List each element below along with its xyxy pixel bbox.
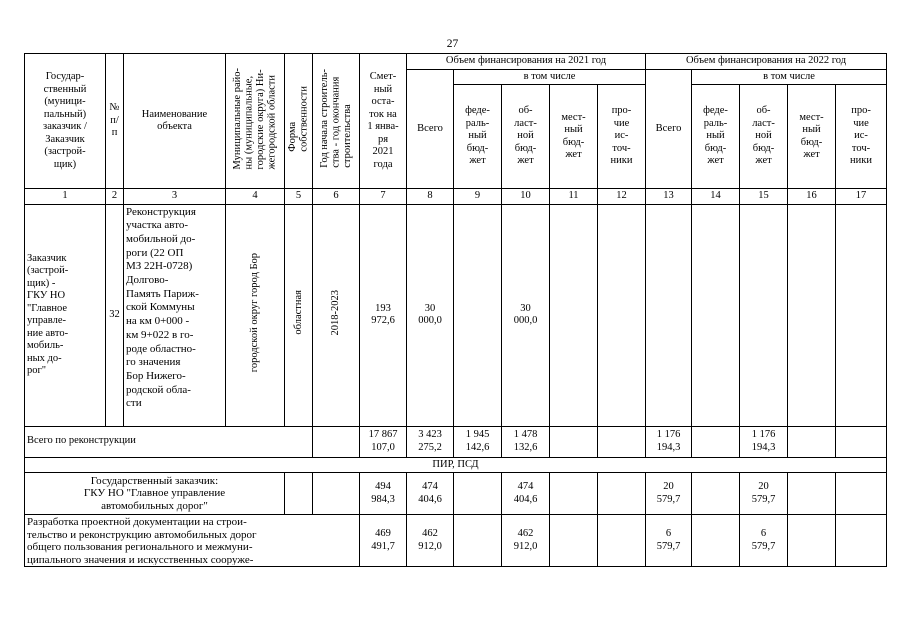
- design-docs-label: Разработка проектной документации на строи- тельство и реконструкцию автомобильных дорог общего пользования регионального и межмуни- ципального значения и искусственных сооруже-: [25, 515, 360, 567]
- gov-remaining: 494 984,3: [360, 473, 407, 515]
- total-regional2022: 1 176 194,3: [740, 426, 788, 457]
- total-local2022: [788, 426, 836, 457]
- row-other2021: [598, 204, 646, 426]
- row-other2022: [836, 204, 887, 426]
- hdr-total2022: Всего: [646, 69, 692, 189]
- design-other2021: [598, 515, 646, 567]
- hdr-fin2021: Объем финансирования на 2021 год: [407, 54, 646, 70]
- row-years: 2018-2023: [313, 204, 360, 426]
- row-local2021: [550, 204, 598, 426]
- total-years: [313, 426, 360, 457]
- row-regional2021: 30 000,0: [502, 204, 550, 426]
- col-number: 12: [598, 189, 646, 205]
- col-number: 4: [226, 189, 285, 205]
- total-federal2021: 1 945 142,6: [454, 426, 502, 457]
- col-number: 2: [106, 189, 124, 205]
- design-remaining: 469 491,7: [360, 515, 407, 567]
- col-number: 6: [313, 189, 360, 205]
- design-local2021: [550, 515, 598, 567]
- gov-regional2022: 20 579,7: [740, 473, 788, 515]
- gov-total2021: 474 404,6: [407, 473, 454, 515]
- table-row: [25, 204, 887, 426]
- total-row: [25, 426, 887, 457]
- total-local2021: [550, 426, 598, 457]
- column-numbers-row: [25, 189, 887, 205]
- design-local2022: [788, 515, 836, 567]
- row-total2021: 30 000,0: [407, 204, 454, 426]
- row-customer: Заказчик (застрой- щик) - ГКУ НО "Главное управле- ние авто- мобиль- ных до- рог": [25, 204, 106, 426]
- gov-local2022: [788, 473, 836, 515]
- row-object: Реконструкция участка авто- мобильной до- роги (22 ОП МЗ 22Н-0728) Долгово- Память Париж- ской Коммуны на км 0+000 - км 9+022 в го- роде областно- го значения Бор Нижего- родской обла- сти: [124, 204, 226, 426]
- col-number: 11: [550, 189, 598, 205]
- hdr-regional2021: об- ласт- ной бюд- жет: [502, 85, 550, 189]
- gov-other2021: [598, 473, 646, 515]
- col-number: 8: [407, 189, 454, 205]
- hdr-other2022: про- чие ис- точ- ники: [836, 85, 887, 189]
- total-remaining: 17 867 107,0: [360, 426, 407, 457]
- hdr-incl2021: в том числе: [454, 69, 646, 85]
- hdr-regional2022: об- ласт- ной бюд- жет: [740, 85, 788, 189]
- hdr-federal2022: феде- раль- ный бюд- жет: [692, 85, 740, 189]
- total-other2021: [598, 426, 646, 457]
- total-regional2021: 1 478 132,6: [502, 426, 550, 457]
- col-number: 3: [124, 189, 226, 205]
- gov-customer-label: Государственный заказчик: ГКУ НО "Главное управление автомобильных дорог": [25, 473, 285, 515]
- gov-ownership: [285, 473, 313, 515]
- row-remaining: 193 972,6: [360, 204, 407, 426]
- row-regional2022: [740, 204, 788, 426]
- total-federal2022: [692, 426, 740, 457]
- row-ownership: областная: [285, 204, 313, 426]
- gov-other2022: [836, 473, 887, 515]
- col-number: 7: [360, 189, 407, 205]
- design-docs-row: [25, 515, 887, 567]
- row-total2022: [646, 204, 692, 426]
- design-regional2021: 462 912,0: [502, 515, 550, 567]
- section-pir-title: ПИР, ПСД: [25, 457, 887, 473]
- hdr-remaining: Смет- ный оста- ток на 1 янва- ря 2021 года: [360, 54, 407, 189]
- design-total2022: 6 579,7: [646, 515, 692, 567]
- hdr-municipal: Муниципальные райо- ны (муниципальные, городские округа) Ни- жегородской области: [226, 54, 285, 189]
- hdr-fin2022: Объем финансирования на 2022 год: [646, 54, 887, 70]
- hdr-object: Наименование объекта: [124, 54, 226, 189]
- hdr-incl2022: в том числе: [692, 69, 887, 85]
- col-number: 9: [454, 189, 502, 205]
- row-municipal: городской округ город Бор: [226, 204, 285, 426]
- section-row: [25, 457, 887, 473]
- gov-total2022: 20 579,7: [646, 473, 692, 515]
- gov-years: [313, 473, 360, 515]
- total-label: Всего по реконструкции: [25, 426, 313, 457]
- col-number: 13: [646, 189, 692, 205]
- design-other2022: [836, 515, 887, 567]
- hdr-total2021: Всего: [407, 69, 454, 189]
- hdr-ownership: Форма собственности: [285, 54, 313, 189]
- gov-customer-row: [25, 473, 887, 515]
- total-total2021: 3 423 275,2: [407, 426, 454, 457]
- hdr-federal2021: феде- раль- ный бюд- жет: [454, 85, 502, 189]
- row-federal2021: [454, 204, 502, 426]
- col-number: 17: [836, 189, 887, 205]
- col-number: 5: [285, 189, 313, 205]
- col-number: 15: [740, 189, 788, 205]
- design-federal2021: [454, 515, 502, 567]
- hdr-customer: Государ- ственный (муници- пальный) заказчик / Заказчик (застрой- щик): [25, 54, 106, 189]
- hdr-local2022: мест- ный бюд- жет: [788, 85, 836, 189]
- row-num: 32: [106, 204, 124, 426]
- total-total2022: 1 176 194,3: [646, 426, 692, 457]
- design-regional2022: 6 579,7: [740, 515, 788, 567]
- gov-federal2022: [692, 473, 740, 515]
- col-number: 1: [25, 189, 106, 205]
- hdr-years: Год начала строитель- ства - год окончания строительства: [313, 54, 360, 189]
- row-federal2022: [692, 204, 740, 426]
- gov-regional2021: 474 404,6: [502, 473, 550, 515]
- col-number: 16: [788, 189, 836, 205]
- gov-local2021: [550, 473, 598, 515]
- col-number: 10: [502, 189, 550, 205]
- total-other2022: [836, 426, 887, 457]
- design-federal2022: [692, 515, 740, 567]
- financing-table: [24, 53, 887, 567]
- design-total2021: 462 912,0: [407, 515, 454, 567]
- hdr-local2021: мест- ный бюд- жет: [550, 85, 598, 189]
- page-number: 27: [446, 38, 459, 50]
- hdr-other2021: про- чие ис- точ- ники: [598, 85, 646, 189]
- gov-federal2021: [454, 473, 502, 515]
- row-local2022: [788, 204, 836, 426]
- col-number: 14: [692, 189, 740, 205]
- hdr-num: № п/п: [106, 54, 124, 189]
